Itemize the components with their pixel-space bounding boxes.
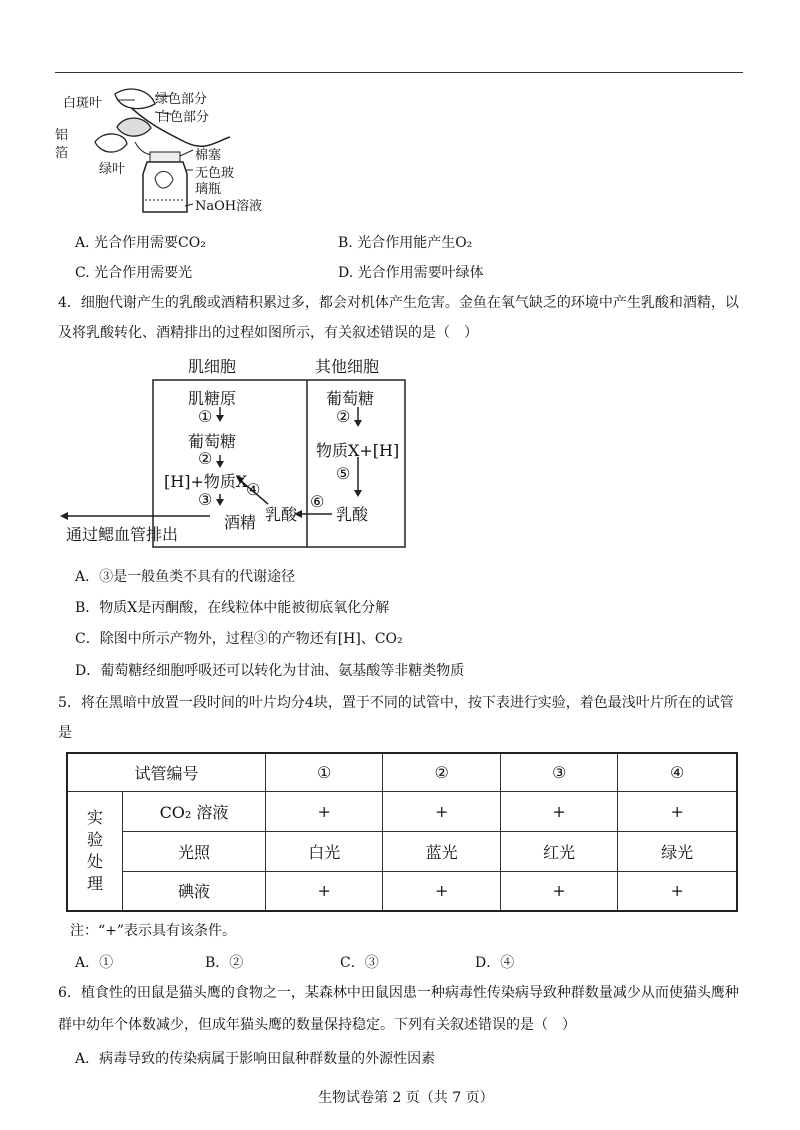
cell-iodine-3: +: [500, 871, 617, 911]
q3-option-d: D. 光合作用需要叶绿体: [338, 265, 484, 281]
q3-option-a: A. 光合作用需要CO₂: [75, 235, 206, 251]
h-plus-x: [H]+物质X: [164, 472, 248, 491]
cell-light-2: 蓝光: [383, 831, 500, 871]
tube-4: ④: [618, 753, 737, 791]
q4-stem-line1: 4．细胞代谢产生的乳酸或酒精积累过多，都会对机体产生危害。金鱼在氧气缺乏的环境中产生乳酸和酒精，以: [58, 295, 739, 311]
excretion-label: 通过鳃血管排出: [66, 525, 179, 544]
row-label-iodine: 碘液: [123, 871, 266, 911]
q6-stem-line1: 6．植食性的田鼠是猫头鹰的食物之一，某森林中田鼠因患一种病毒性传染病导致种群数量减少从而使猫头鹰种: [58, 985, 739, 1001]
glucose-left: 葡萄糖: [188, 432, 237, 451]
step-4: ④: [246, 480, 261, 499]
cell-co2-2: +: [383, 791, 500, 831]
label-cotton-plug: 棉塞: [195, 148, 222, 163]
step-3: ③: [198, 490, 213, 509]
tube-number-header: 试管编号: [67, 753, 266, 791]
q5-option-c: C．③: [340, 955, 379, 971]
table-note: 注：“+”表示具有该条件。: [70, 923, 237, 939]
step-5: ⑤: [336, 464, 351, 483]
lactic-acid-right: 乳酸: [336, 505, 369, 524]
step-2-left: ②: [198, 449, 213, 468]
alcohol: 酒精: [224, 513, 257, 532]
cell-iodine-4: +: [618, 871, 737, 911]
glucose-right: 葡萄糖: [326, 389, 375, 408]
q6-option-a: A．病毒导致的传染病属于影响田鼠种群数量的外源性因素: [75, 1051, 436, 1067]
experiment-treatment-label: 实 验 处 理: [67, 791, 123, 911]
x-plus-h: 物质X+[H]: [316, 441, 400, 460]
cell-light-4: 绿光: [618, 831, 737, 871]
q4-option-d: D．葡萄糖经细胞呼吸还可以转化为甘油、氨基酸等非糖类物质: [75, 663, 465, 679]
metabolism-diagram: [60, 352, 420, 552]
label-variegated-leaf: 白斑叶: [63, 96, 103, 111]
label-green-part: 绿色部分: [155, 92, 208, 107]
muscle-cell-title: 肌细胞: [188, 357, 237, 376]
q4-option-c: C．除图中所示产物外，过程③的产物还有[H]、CO₂: [75, 631, 403, 647]
q6-stem-line2: 群中幼年个体数减少，但成年猫头鹰的数量保持稳定。下列有关叙述错误的是（ ）: [58, 1017, 576, 1033]
q5-stem-line2: 是: [58, 725, 72, 741]
tube-3: ③: [500, 753, 617, 791]
tube-2: ②: [383, 753, 500, 791]
q3-option-b: B. 光合作用能产生O₂: [338, 235, 473, 251]
row-label-co2: CO₂ 溶液: [123, 791, 266, 831]
leaf-experiment-figure: [55, 82, 295, 222]
label-naoh: NaOH溶液: [195, 199, 263, 214]
muscle-glycogen: 肌糖原: [188, 389, 237, 408]
q3-option-c: C. 光合作用需要光: [75, 265, 193, 281]
cell-co2-1: +: [266, 791, 383, 831]
step-1: ①: [198, 407, 213, 426]
label-glass-2: 璃瓶: [195, 182, 222, 197]
step-6: ⑥: [310, 492, 325, 511]
row-label-light: 光照: [123, 831, 266, 871]
q5-option-a: A．①: [75, 955, 114, 971]
label-white-part: 白色部分: [157, 110, 210, 125]
q5-stem-line1: 5．将在黑暗中放置一段时间的叶片均分4块，置于不同的试管中，按下表进行实验，着色最浅叶片所在的试管: [58, 695, 734, 711]
cell-co2-4: +: [618, 791, 737, 831]
cell-light-3: 红光: [500, 831, 617, 871]
page-footer: 生物试卷第 2 页（共 7 页）: [318, 1090, 494, 1106]
top-rule: [55, 72, 743, 73]
label-green-leaf: 绿叶: [99, 162, 126, 177]
q5-option-d: D．④: [475, 955, 515, 971]
q4-stem-line2: 及将乳酸转化、酒精排出的过程如图所示，有关叙述错误的是（ ）: [58, 325, 478, 341]
cell-iodine-2: +: [383, 871, 500, 911]
cell-light-1: 白光: [266, 831, 383, 871]
step-2-right: ②: [336, 407, 351, 426]
experiment-table: [66, 752, 738, 912]
label-glass-1: 无色玻: [195, 166, 235, 181]
other-cell-title: 其他细胞: [315, 357, 380, 376]
q5-option-b: B．②: [205, 955, 244, 971]
label-foil-2: 箔: [55, 146, 69, 161]
q4-option-a: A．③是一般鱼类不具有的代谢途径: [75, 569, 296, 585]
cell-iodine-1: +: [266, 871, 383, 911]
label-foil-1: 铝: [55, 128, 69, 143]
tube-1: ①: [266, 753, 383, 791]
cell-co2-3: +: [500, 791, 617, 831]
q4-option-b: B．物质X是丙酮酸，在线粒体中能被彻底氧化分解: [75, 600, 390, 616]
lactic-acid-left: 乳酸: [265, 505, 298, 524]
